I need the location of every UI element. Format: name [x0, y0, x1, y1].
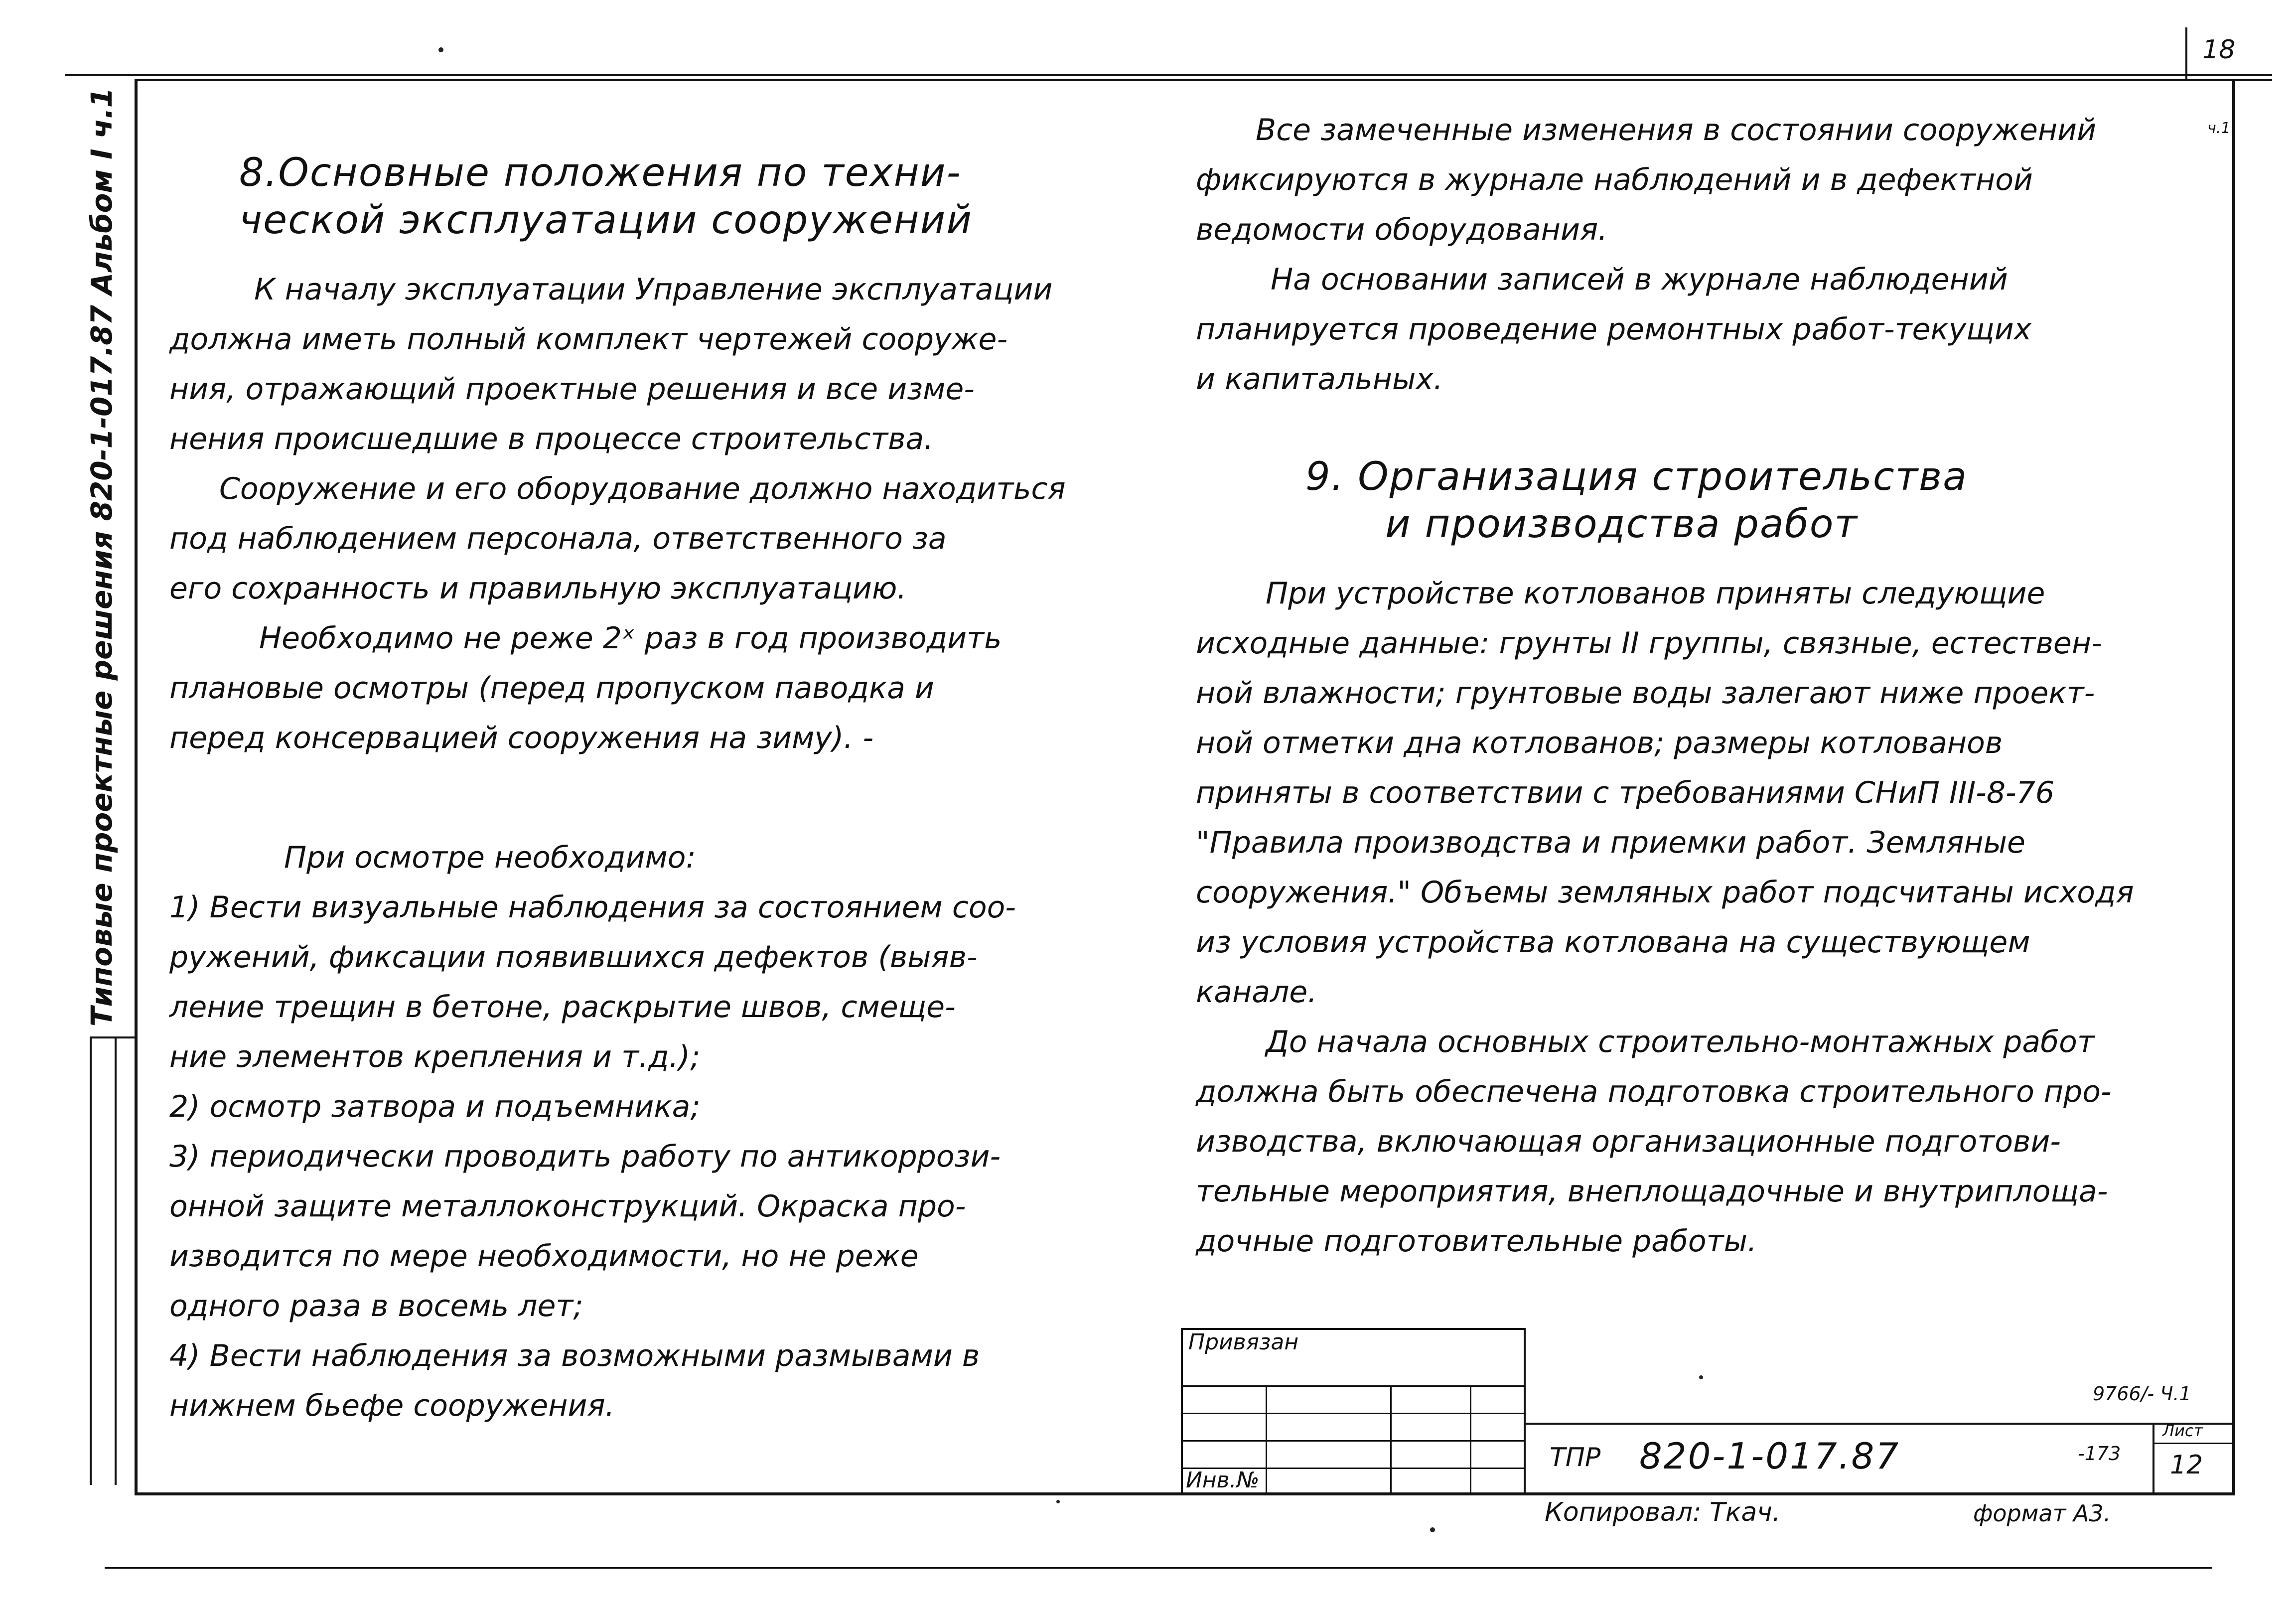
bound-label: Привязан — [1188, 1329, 1299, 1355]
section9-title-line2: и производства работ — [1385, 502, 1858, 547]
section9-title-line1: 9. Организация строительства — [1305, 454, 1968, 499]
section9-paragraph: До начала основных строительно-монтажных работ — [1266, 1025, 2095, 1059]
continued-line: планируется проведение ремонтных работ-текущих — [1196, 312, 2032, 347]
inv-label: Инв.№ — [1186, 1468, 1260, 1493]
corner-number: 18 — [2202, 35, 2236, 65]
inspection-item: ние элементов крепления и т.д.); — [169, 1039, 701, 1074]
copied-by: Копировал: Ткач. — [1545, 1497, 1781, 1527]
stamp-line — [1181, 1385, 1525, 1387]
bottom-border-line — [135, 1492, 2235, 1495]
section8-body — [169, 259, 1066, 769]
side-strip-line-2 — [115, 1036, 117, 1485]
section9-paragraph: ной влажности; грунтовые воды залегают ниже проект- — [1196, 676, 2095, 711]
section9-paragraph: При устройстве котлованов приняты следующие — [1266, 576, 2045, 611]
section9-body — [1196, 563, 2134, 1272]
stamp-line — [1181, 1440, 1525, 1442]
corner-mark: ч.1 — [2207, 120, 2231, 137]
section9-paragraph: тельные мероприятия, внеплощадочные и внутриплоща- — [1196, 1174, 2108, 1209]
inspection-block — [169, 827, 1016, 1437]
section9-paragraph: исходные данные: грунты II группы, связные, естествен- — [1196, 626, 2102, 661]
inspection-item: 3) периодически проводить работу по антикоррози- — [169, 1139, 1001, 1174]
inspection-item: 2) осмотр затвора и подъемника; — [169, 1089, 701, 1124]
inspection-item: 1) Вести визуальные наблюдения за состоянием соо- — [169, 890, 1016, 925]
stamp-line — [2152, 1443, 2235, 1444]
continued-line: фиксируются в журнале наблюдений и в дефектной — [1196, 162, 2033, 197]
section8-paragraph: плановые осмотры (перед пропуском паводка и — [169, 671, 934, 706]
section9-paragraph: ной отметки дна котлованов; размеры котлованов — [1196, 726, 2003, 760]
continued-line: ведомости оборудования. — [1196, 212, 1608, 247]
stamp-line — [1181, 1413, 1525, 1414]
outer-bottom-line — [105, 1567, 2212, 1569]
section8-continued — [1196, 100, 2096, 410]
sheet-number: 12 — [2170, 1450, 2203, 1480]
section8-paragraph: под наблюдением персонала, ответственного за — [169, 521, 947, 556]
section8-title-line1: 8.Основные положения по техни- — [239, 150, 962, 195]
right-border-line — [2232, 79, 2235, 1494]
stamp-line — [1266, 1385, 1267, 1493]
doc-prefix: ТПР — [1550, 1443, 1601, 1473]
section9-paragraph: дочные подготовительные работы. — [1196, 1224, 1757, 1259]
section8-paragraph: должна иметь полный комплект чертежей сооруже- — [169, 322, 1008, 357]
inspection-item: одного раза в восемь лет; — [169, 1289, 583, 1324]
inspection-item: ружений, фиксации появившихся дефектов (выяв- — [169, 940, 978, 975]
side-title: Типовые проектные решения 820-1-017.87 Альбом I ч.1 — [85, 87, 119, 1027]
inspection-item: ление трещин в бетоне, раскрытие швов, смеще- — [169, 990, 956, 1025]
section9-paragraph: сооружения." Объемы земляных работ подсчитаны исходя — [1196, 875, 2134, 910]
section9-paragraph: канале. — [1196, 975, 1317, 1010]
scan-speck — [1430, 1527, 1435, 1532]
top-border-line — [65, 74, 2272, 76]
section8-paragraph: Сооружение и его оборудование должно находиться — [219, 471, 1066, 506]
section8-paragraph: перед консервацией сооружения на зиму). - — [169, 721, 874, 755]
doc-code: 820-1-017.87 — [1639, 1435, 1900, 1477]
section8-paragraph: его сохранность и правильную эксплуатацию. — [169, 571, 907, 606]
section9-paragraph: из условия устройства котлована на существующем — [1196, 925, 2030, 960]
inspection-header: При осмотре необходимо: — [284, 840, 696, 875]
small-number: -173 — [2078, 1443, 2121, 1465]
side-strip-cross — [90, 1036, 135, 1038]
scan-speck — [1699, 1375, 1703, 1379]
scan-speck — [1056, 1500, 1060, 1503]
inspection-item: нижнем бьефе сооружения. — [169, 1388, 615, 1423]
inspection-item: изводится по мере необходимости, но не реже — [169, 1239, 919, 1274]
ref-number: 9766/- Ч.1 — [2093, 1383, 2191, 1405]
section9-paragraph: "Правила производства и приемки работ. Земляные — [1196, 825, 2025, 860]
inspection-item: 4) Вести наблюдения за возможными размывами в — [169, 1338, 980, 1373]
left-border-line — [135, 79, 138, 1494]
scan-speck — [438, 47, 443, 52]
stamp-line — [1470, 1385, 1471, 1493]
side-strip-line — [90, 1036, 92, 1485]
section9-title — [1305, 453, 1968, 548]
section8-paragraph: ния, отражающий проектные решения и все изме- — [169, 372, 975, 407]
section8-title — [239, 149, 973, 244]
sheet-label: Лист — [2162, 1421, 2203, 1440]
continued-line: и капитальных. — [1196, 362, 1443, 397]
inspection-item: онной защите металлоконструкций. Окраска про- — [169, 1189, 966, 1224]
section9-paragraph: изводства, включающая организационные подготови- — [1196, 1124, 2061, 1159]
continued-line: На основании записей в журнале наблюдений — [1271, 262, 2008, 297]
section8-paragraph: нения происшедшие в процессе строительства. — [169, 422, 934, 456]
corner-box-left — [2185, 27, 2187, 79]
stamp-line — [2152, 1423, 2154, 1493]
section9-paragraph: приняты в соответствии с требованиями СНиП III-8-76 — [1196, 775, 2055, 810]
section9-paragraph: должна быть обеспечена подготовка строительного про- — [1196, 1074, 2112, 1109]
section8-paragraph: Необходимо не реже 2ˣ раз в год производить — [259, 621, 1002, 656]
stamp-line — [1390, 1385, 1392, 1493]
inner-top-border-line — [135, 79, 2272, 81]
stamp-line — [1525, 1423, 2235, 1425]
section8-paragraph: К началу эксплуатации Управление эксплуатации — [254, 272, 1053, 307]
section8-title-line2: ческой эксплуатации сооружений — [239, 198, 973, 243]
continued-line: Все замеченные изменения в состоянии сооружений — [1256, 113, 2097, 147]
format-label: формат А3. — [1973, 1500, 2111, 1527]
